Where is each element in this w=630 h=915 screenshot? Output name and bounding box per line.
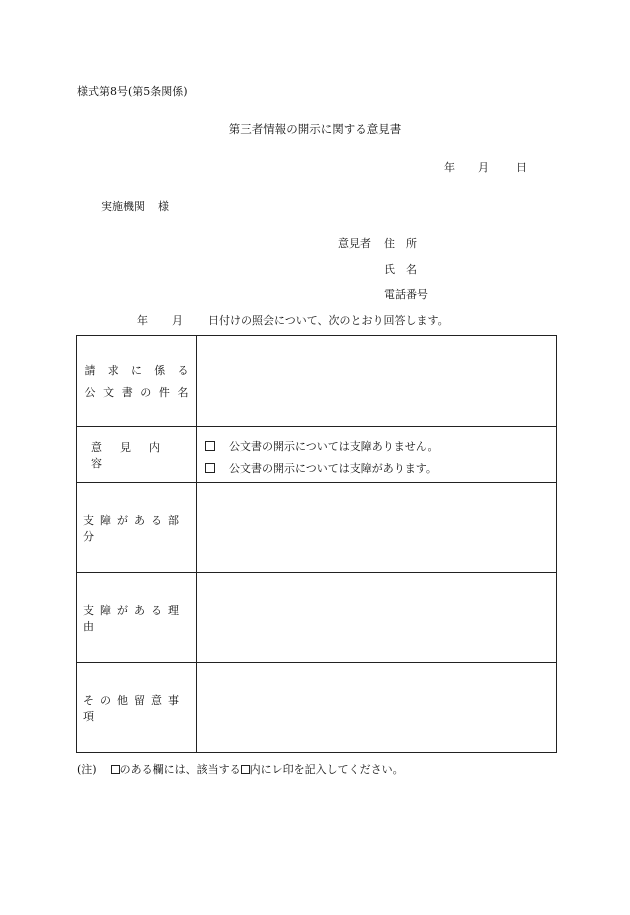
- form-title: 第三者情報の開示に関する意見書: [228, 122, 402, 136]
- addressee-name: 実施機関: [101, 200, 145, 213]
- subject-label-cell: [77, 336, 197, 426]
- subject-label-line1: 請 求 に 係 る: [84, 364, 189, 377]
- addressee-honorific: 様: [158, 200, 169, 213]
- problem-part-label: 支障がある部分: [83, 513, 185, 543]
- opinion-label-cell: [77, 427, 197, 482]
- note-checkbox-icon: [111, 765, 120, 774]
- option-no-problem-label: 公文書の開示については支障ありません。: [229, 440, 439, 453]
- other-notes-label: その他留意事項: [83, 693, 185, 723]
- problem-reason-input-cell[interactable]: [197, 573, 556, 662]
- problem-reason-label-cell: [77, 573, 197, 662]
- table-row-problem-reason: [77, 573, 556, 663]
- reply-text: 日付けの照会について、次のとおり回答します。: [208, 314, 449, 327]
- other-notes-input-cell[interactable]: [197, 663, 556, 752]
- other-notes-label-cell: [77, 663, 197, 752]
- opiner-phone-label: 電話番号: [384, 288, 428, 301]
- problem-part-label-cell: [77, 483, 197, 572]
- opiner-address-label: 住所: [384, 237, 428, 250]
- table-row-other-notes: [77, 663, 556, 752]
- reply-month-label: 月: [172, 314, 183, 327]
- problem-reason-label: 支障がある理由: [83, 603, 185, 633]
- note-text-after: 内にレ印を記入してください。: [249, 763, 404, 776]
- checkbox-problem[interactable]: [205, 463, 215, 473]
- note-prefix: (注): [77, 763, 97, 776]
- reply-year-label: 年: [137, 314, 148, 327]
- opiner-name-label: 氏名: [384, 263, 428, 276]
- form-number: 様式第8号(第5条関係): [77, 85, 188, 98]
- subject-input-cell[interactable]: [197, 336, 556, 426]
- option-problem[interactable]: [205, 460, 437, 476]
- reply-line: [137, 315, 449, 326]
- footnote: [77, 764, 404, 775]
- opinion-label: 意見内容: [91, 440, 178, 470]
- option-problem-label: 公文書の開示については支障があります。: [229, 462, 437, 475]
- date-month-label: 月: [478, 161, 489, 174]
- addressee: [101, 201, 169, 212]
- date-day-label: 日: [516, 161, 527, 174]
- table-row-subject: [77, 336, 556, 427]
- problem-part-input-cell[interactable]: [197, 483, 556, 572]
- note-checkbox-icon-2: [241, 765, 250, 774]
- checkbox-no-problem[interactable]: [205, 441, 215, 451]
- opinion-options-cell: [197, 427, 556, 482]
- option-no-problem[interactable]: [205, 438, 438, 454]
- opinion-table: [76, 335, 557, 753]
- note-text-before: のある欄には、該当する: [119, 763, 241, 776]
- table-row-opinion: [77, 427, 556, 483]
- date-block: [444, 162, 527, 173]
- subject-label-line2: 公 文 書 の 件 名: [84, 386, 189, 399]
- subject-label: [85, 362, 189, 400]
- table-row-problem-part: [77, 483, 556, 573]
- opiner-label: 意見者: [338, 237, 371, 250]
- date-year-label: 年: [444, 161, 455, 174]
